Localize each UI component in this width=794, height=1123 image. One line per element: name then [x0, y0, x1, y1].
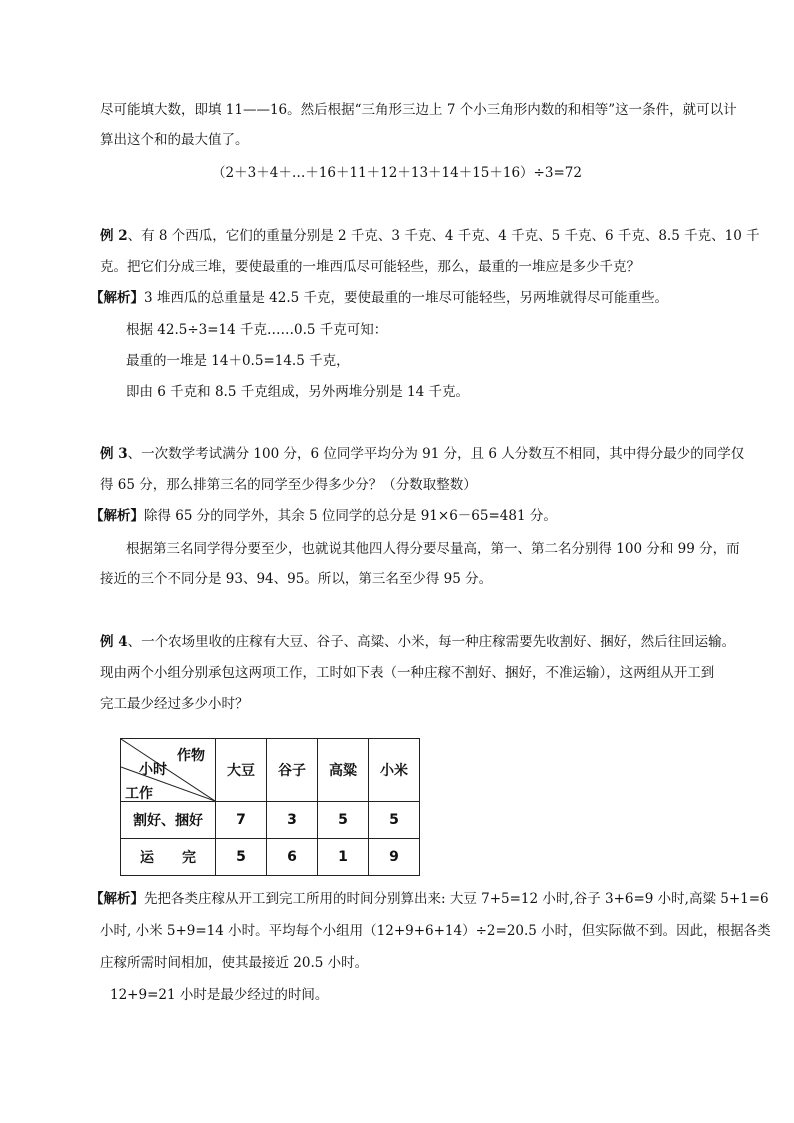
crop-header-millet-xiaomi: 小米	[369, 739, 420, 802]
row-label-harvest: 割好、捆好	[121, 802, 216, 839]
example-4-answer-text-1: 先把各类庄稼从开工到完工所用的时间分别算出来: 大豆 7+5=12 小时,谷子 3+6=9 小时,高粱 5+1=6	[144, 891, 769, 907]
table-cell: 9	[369, 839, 420, 876]
example-4-question-line-2: 现由两个小组分别承包这两项工作，工时如下表（一种庄稼不割好、捆好，不准运输），这两组从开工到	[100, 665, 715, 681]
table-row	[121, 802, 420, 839]
example-3-question-line-1	[100, 444, 744, 464]
work-hours-table	[120, 738, 420, 876]
row-label-transport: 运 完	[121, 839, 216, 876]
table-cell: 1	[318, 839, 369, 876]
crop-header-soybean: 大豆	[216, 739, 267, 802]
diag-label-hours: 小时	[139, 762, 167, 778]
example-4-question-text-1: 、一个农场里收的庄稼有大豆、谷子、高粱、小米，每一种庄稼需要先收割好、捆好，然后往回运输。	[127, 634, 736, 650]
table-cell: 5	[318, 802, 369, 839]
example-4-answer-line-3: 庄稼所需时间相加，使其最接近 20.5 小时。	[100, 955, 369, 971]
example-3-answer-text-1: 除得 65 分的同学外，其余 5 位同学的总分是 91×6－65=481 分。	[144, 508, 557, 524]
intro-line-2: 算出这个和的最大值了。	[100, 132, 249, 148]
table-row	[121, 839, 420, 876]
example-4-jiexi-label: 【解析】	[90, 891, 144, 907]
example-4-question-line-1	[100, 632, 735, 652]
example-3-jiexi-label: 【解析】	[90, 508, 144, 524]
example-3-answer-line-1	[90, 506, 557, 526]
example-2-question-text-1: 、有 8 个西瓜，它们的重量分别是 2 千克、3 千克、4 千克、4 千克、5 千克、6 千克、8.5 千克、10 千	[127, 228, 760, 244]
example-2-jiexi-label: 【解析】	[90, 290, 144, 306]
example-4-question-line-3: 完工最少经过多少小时？	[100, 696, 249, 712]
table-header-row	[121, 739, 420, 802]
example-3-answer-line-2: 根据第三名同学得分要至少，也就说其他四人得分要尽量高，第一、第二名分别得 100 分和 99 分，而	[126, 541, 740, 557]
example-2-answer-line-4: 即由 6 千克和 8.5 千克组成，另外两堆分别是 14 千克。	[126, 384, 469, 400]
crop-header-millet-guzi: 谷子	[267, 739, 318, 802]
example-3-question-line-2: 得 65 分，那么排第三名的同学至少得多少分？（分数取整数）	[100, 477, 477, 493]
example-2-question-line-2: 克。把它们分成三堆，要使最重的一堆西瓜尽可能轻些，那么，最重的一堆应是多少千克？	[100, 259, 640, 275]
table-cell: 6	[267, 839, 318, 876]
example-2-answer-line-3: 最重的一堆是 14＋0.5=14.5 千克，	[126, 353, 350, 369]
table-cell: 3	[267, 802, 318, 839]
example-4-answer-line-4: 12+9=21 小时是最少经过的时间。	[110, 987, 329, 1003]
example-3-question-text-1: 、一次数学考试满分 100 分，6 位同学平均分为 91 分，且 6 人分数互不相同，其中得分最少的同学仅	[127, 446, 745, 462]
table-cell: 5	[216, 839, 267, 876]
example-2-answer-line-1	[90, 288, 668, 308]
diag-label-crop: 作物	[177, 748, 205, 764]
crop-header-sorghum: 高粱	[318, 739, 369, 802]
example-3-label: 例 3	[100, 446, 128, 462]
example-2-answer-text-1: 3 堆西瓜的总重量是 42.5 千克，要使最重的一堆尽可能轻些，另两堆就得尽可能重些。	[144, 290, 669, 306]
example-4-label: 例 4	[100, 634, 128, 650]
table-cell: 5	[369, 802, 420, 839]
table-diagonal-header-cell	[121, 739, 216, 802]
intro-line-1: 尽可能填大数，即填 11——16。然后根据“三角形三边上 7 个小三角形内数的和相等”这一条件，就可以计	[100, 102, 737, 118]
example-3-answer-line-3: 接近的三个不同分是 93、94、95。所以，第三名至少得 95 分。	[100, 571, 493, 587]
example-2-answer-line-2: 根据 42.5÷3=14 千克……0.5 千克可知：	[126, 322, 388, 338]
example-4-answer-line-1	[90, 889, 769, 909]
example-4-answer-line-2: 小时, 小米 5+9=14 小时。平均每个小组用（12+9+6+14）÷2=20.5 小时，但实际做不到。因此，根据各类	[100, 923, 771, 939]
example-2-question-line-1	[100, 226, 760, 246]
intro-formula: （2＋3＋4＋…＋16＋11＋12＋13＋14＋15＋16）÷3=72	[212, 165, 582, 181]
table-cell: 7	[216, 802, 267, 839]
diag-label-work: 工作	[125, 786, 153, 802]
example-2-label: 例 2	[100, 228, 128, 244]
